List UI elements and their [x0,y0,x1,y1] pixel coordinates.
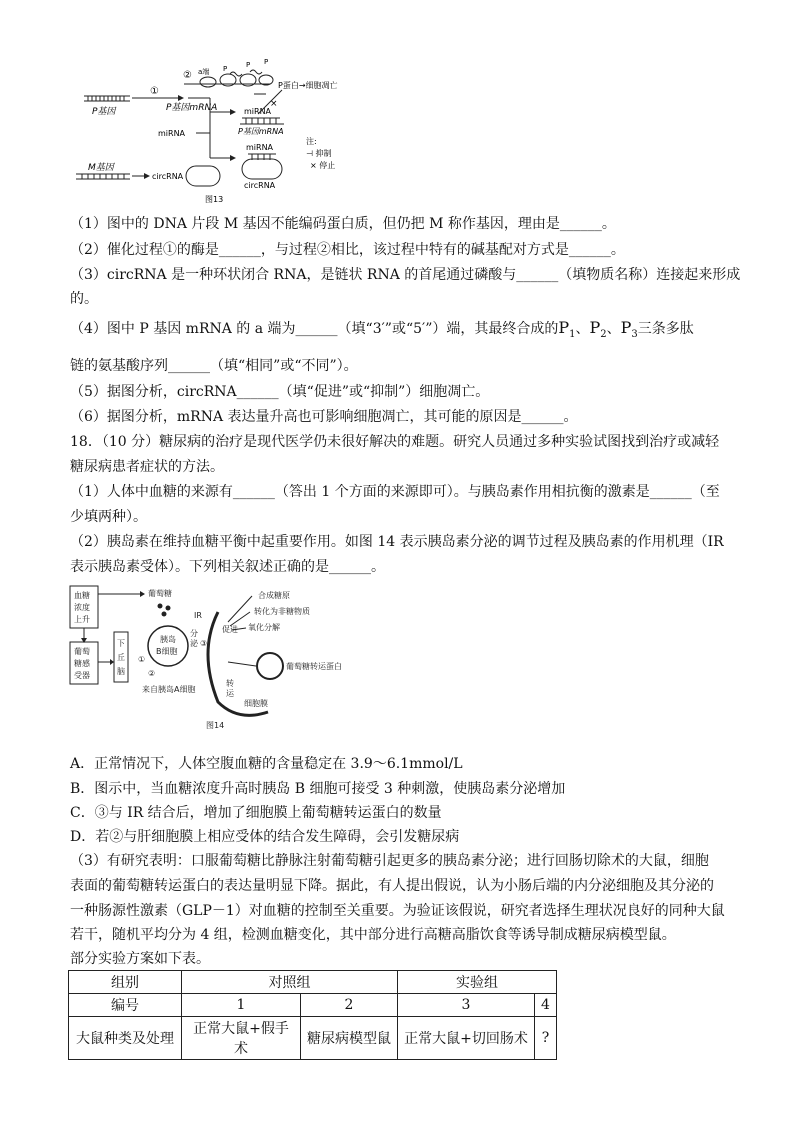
q17-line-1: （1）图中的 DNA 片段 M 基因不能编码蛋白质，但仍把 M 称作基因，理由是______。 [70,216,616,232]
islet-b-2: B细胞 [156,647,178,656]
q17-line-3b: 的。 [70,291,98,307]
table-cell: 正常大鼠+假手术 [182,1017,301,1060]
n3-label: ③ [200,639,208,648]
p2-symbol: $P_2$ [589,318,607,341]
secrete-1: 分 [190,629,198,638]
q17-line-4: （4）图中 P 基因 mRNA 的 a 端为______（填“3′”或“5′”）端，其最终合成的$P_1$、$P_2$、$P_3$三条多肽 [70,318,694,341]
q18-part3-line-5: 部分实验方案如下表。 [70,951,210,967]
p3-symbol: $P_3$ [620,318,638,341]
box-bottom-3: 受器 [74,671,90,680]
q18-part3-line-3: 一种肠源性激素（GLP－1）对血糖的控制至关重要。为验证该假说，研究者选择生理状况良好的同种大鼠 [70,903,725,919]
p3-label: P [264,58,269,66]
table-cell: 实验组 [398,971,557,994]
option-a: A．正常情况下，人体空腹血糖的含量稳定在 3.9～6.1mmol/L [70,756,463,772]
step2-label: ② [183,70,192,81]
a-cell-label: 来自胰岛A细胞 [142,685,196,694]
q18-part3-line-1: （3）有研究表明：口服葡萄糖比静脉注射葡萄糖引起更多的胰岛素分泌；进行回肠切除术的大鼠，细胞 [70,853,709,869]
n2-label: ② [148,669,156,678]
m-gene-label: M基因 [88,163,114,173]
figure-13-caption: 图13 [205,195,224,204]
box-bottom-1: 葡萄 [74,647,90,656]
table-cell: 组别 [69,971,182,994]
note-title: 注: [306,137,317,146]
mirna-left-label: miRNA [158,129,186,138]
p1-label: P [223,65,228,73]
hyp-2: 丘 [117,653,125,662]
circrna-left-label: circRNA [152,172,184,181]
table-cell: 2 [301,994,398,1017]
table-cell: ? [535,1017,557,1060]
table-cell: 编号 [69,994,182,1017]
islet-b-cell [148,626,188,666]
box-top-2: 浓度 [74,603,90,612]
option-b: B．图示中，当血糖浓度升高时胰岛 B 细胞可接受 3 种刺激，使胰岛素分泌增加 [70,781,566,797]
glucose-label: 葡萄糖 [148,589,172,598]
table-row [69,971,557,994]
transport-2: 运 [226,689,234,698]
islet-b-1: 胰岛 [160,635,176,644]
experiment-table [68,970,557,1060]
circrna-bottom-label: circRNA [244,181,276,190]
q18-part3-line-4: 若干，随机平均分为 4 组，检测血糖变化，其中部分进行高糖高脂饮食等诱导制成糖尿病模型鼠。 [70,927,676,943]
table-cell: 大鼠种类及处理 [69,1017,182,1060]
figure-14 [68,582,368,734]
ribosomes [200,74,273,87]
circrna-shape [186,166,220,186]
mirna-bottom-label: miRNA [246,143,274,152]
q18-part3-line-2: 表面的葡萄糖转运蛋白的表达量明显下降。据此，有人提出假说，认为小肠后端的内分泌细胞及其分泌的 [70,878,714,894]
table-cell: 正常大鼠+切回肠术 [398,1017,535,1060]
table-cell: 4 [535,994,557,1017]
option-c: C．③与 IR 结合后，增加了细胞膜上葡萄糖转运蛋白的数量 [70,805,442,821]
q18-line-1b: 糖尿病患者症状的方法。 [70,459,224,475]
q18-line-3b: 表示胰岛素受体）。下列相关叙述正确的是______。 [70,559,385,575]
synth-label: 合成糖原 [258,591,290,600]
mirna-mrna-duplex [240,118,284,124]
q18-line-2: （1）人体中血糖的来源有______（答出 1 个方面的来源即可）。与胰岛素作用相抗衡的激素是______（至 [70,484,720,500]
table-cell: 3 [398,994,535,1017]
q17-line-4a: （4）图中 P 基因 mRNA 的 a 端为______（填“3′”或“5′”）端，其最终合成的 [70,321,559,337]
stop-mark: × [270,99,278,109]
q18-line-2b: 少填两种）。 [70,509,147,525]
box-top-1: 血糖 [74,591,90,600]
p1-symbol: $P_1$ [558,318,576,341]
figure-13 [70,58,370,208]
p-gene-dna [84,96,130,101]
glucose-dots [158,604,171,617]
table-cell: 对照组 [182,971,398,994]
table-row [69,994,557,1017]
note-stop: × 停止 [310,161,336,170]
glut-label: 葡萄糖转运蛋白 [286,662,342,671]
note-inhibit: ⊣ 抑制 [306,149,332,158]
box-bottom-2: 糖感 [74,659,90,668]
hyp-3: 脑 [117,667,125,676]
p-gene-label: P基因 [92,107,116,117]
q17-line-3: （3）circRNA 是一种环状闭合 RNA，是链状 RNA 的首尾通过磷酸与______（填物质名称）连接起来形成 [70,267,741,283]
m-gene-dna [76,174,130,179]
figure-14-caption: 图14 [206,721,225,730]
p-protein-label: P蛋白→细胞凋亡 [278,81,338,90]
transport-1: 转 [226,679,234,688]
q17-line-5: （5）据图分析，circRNA______（填“促进”或“抑制”）细胞凋亡。 [70,384,490,400]
q17-line-4c: 三条多肽 [637,321,694,337]
p-mrna-bound-label: P基因mRNA [238,127,284,136]
promote-label: 促进 [222,625,238,634]
q18-line-3: （2）胰岛素在维持血糖平衡中起重要作用。如图 14 表示胰岛素分泌的调节过程及胰岛素的作用机理（IR [70,534,724,550]
q18-line-1: 18．（10 分）糖尿病的治疗是现代医学仍未很好解决的难题。研究人员通过多种实验试图找到治疗或减轻 [70,434,720,450]
secrete-2: 泌 [190,639,198,648]
oxidize-label: 氧化分解 [248,623,280,632]
q17-line-6: （6）据图分析，mRNA 表达量升高也可影响细胞凋亡，其可能的原因是______。 [70,409,578,425]
a-end-label: a端 [198,68,210,76]
n1-label: ① [138,655,146,664]
q17-line-4b: 链的氨基酸序列______（填“相同”或“不同”）。 [70,358,358,374]
glut-vesicle [257,653,283,679]
membrane-label: 细胞膜 [244,699,268,708]
hyp-1: 下 [117,639,125,648]
table-cell: 1 [182,994,301,1017]
option-d: D．若②与肝细胞膜上相应受体的结合发生障碍，会引发糖尿病 [70,829,460,845]
convert-label: 转化为非糖物质 [254,607,310,616]
q17-line-2: （2）催化过程①的酶是______，与过程②相比，该过程中特有的碱基配对方式是______。 [70,242,625,258]
table-row [69,1017,557,1060]
p-mrna-label: P基因mRNA [166,103,218,113]
box-top-3: 上升 [74,615,90,624]
step1-label: ① [150,86,159,97]
mirna-top-label: miRNA [244,107,272,116]
ir-label: IR [194,611,202,620]
table-cell: 糖尿病模型鼠 [301,1017,398,1060]
p2-label: P [246,61,251,69]
